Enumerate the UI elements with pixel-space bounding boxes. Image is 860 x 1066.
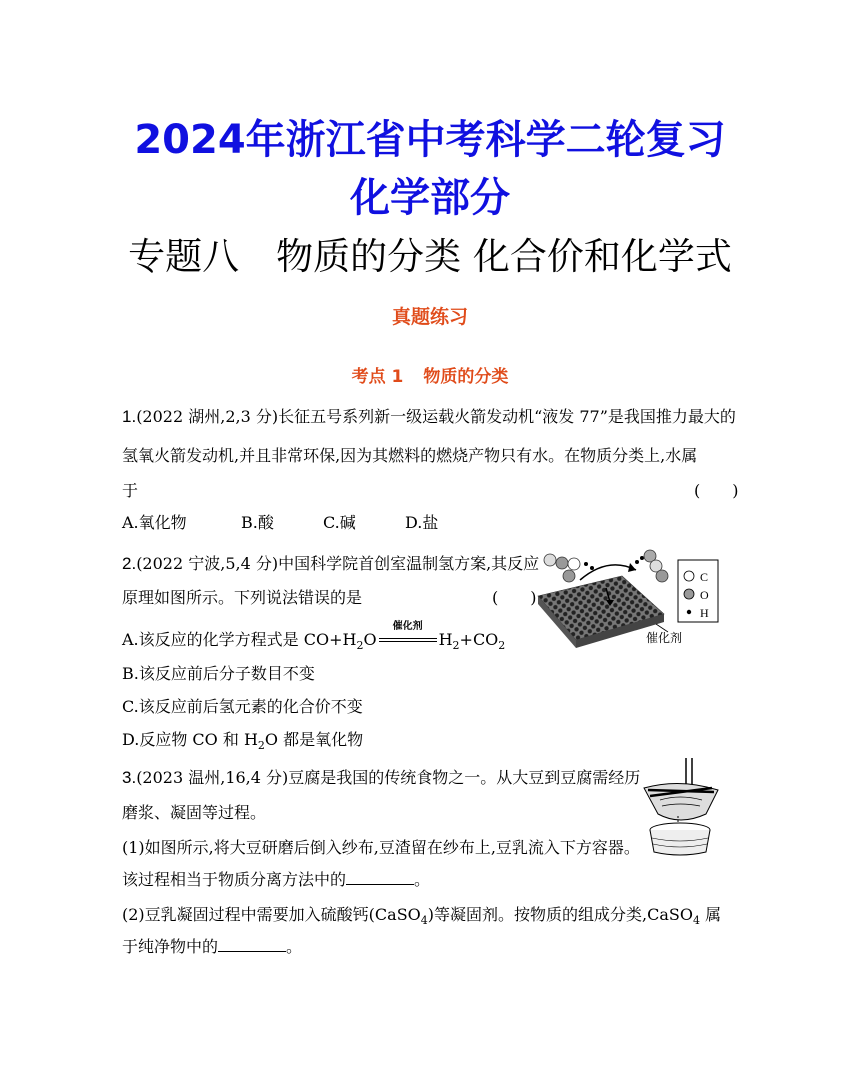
q2-option-a: A.该反应的化学方程式是 $CO+H_2O$ 催化剂 $H_2+CO_2$ [122,621,506,653]
q3-part1-line2: 该过程相当于物质分离方法中的 。 [122,870,431,889]
reaction-diagram [536,546,742,650]
doc-title: 2024年浙江省中考科学二轮复习 [134,117,726,163]
q1-number: 1. [122,407,137,426]
q3-line2: 磨浆、凝固等过程。 [122,803,267,822]
answer-blank-2[interactable] [218,937,286,952]
q1-answer-paren: ( ) [694,481,739,500]
q2-option-c: C.该反应前后氢元素的化合价不变 [122,697,363,716]
q3-part2-line1: (2)豆乳凝固过程中需要加入硫酸钙(CaSO$_4$)等凝固剂。按物质的组成分类,CaSO$_4$ 属 [122,905,722,928]
q2-line1: 2.(2022 宁波,5,4 分)中国科学院首创室温制氢方案,其反应 [122,554,540,573]
catalyst-label: 催化剂 [646,631,683,645]
hydrogen-legend-icon [687,610,691,614]
q1-option-d: D.盐 [405,513,439,532]
oxygen-legend-icon [684,589,694,599]
molecule-in [544,554,594,582]
strainer-diagram [640,756,722,856]
q1-line2: 氢氧火箭发动机,并且非常环保,因为其燃料的燃烧产物只有水。在物质分类上,水属 [122,446,698,465]
section-heading: 真题练习 [391,306,468,328]
q2-option-b: B.该反应前后分子数目不变 [122,664,315,683]
q2-answer-paren: ( ) [492,588,537,607]
q1-line1: 1.(2022 湖州,2,3 分)长征五号系列新一级运载火箭发动机“液发 77”是我国推力最大的 [122,407,736,426]
q2-option-d: D.反应物 CO 和 $H_2O$ 都是氧化物 [122,730,364,753]
molecule-out [635,550,668,582]
doc-subtitle: 化学部分 [350,175,510,221]
catalyst-arrow: 催化剂 [377,629,439,645]
kaodian-name: 物质的分类 [423,367,509,387]
legend-box [678,560,718,622]
q3-part2-line2: 于纯净物中的 。 [122,937,303,956]
q3-line1: 3.(2023 温州,16,4 分)豆腐是我国的传统食物之一。从大豆到豆腐需经历 [122,768,641,787]
topic-title: 专题八 物质的分类 化合价和化学式 [128,235,732,278]
q2-number: 2. [122,554,137,573]
kaodian-label: 考点 1 [351,367,404,387]
q1-options [122,510,438,533]
carbon-legend-icon [684,571,694,581]
legend-o: O [700,588,709,602]
legend-h: H [700,606,709,620]
q3-number: 3. [122,768,137,787]
q1-option-c: C.碱 [323,513,356,532]
q2-line2: 原理如图所示。下列说法错误的是 [122,588,363,607]
q3-part1-line1: (1)如图所示,将大豆研磨后倒入纱布,豆渣留在纱布上,豆乳流入下方容器。 [122,838,640,857]
answer-blank-1[interactable] [346,870,414,885]
kaodian-heading [0,362,860,387]
q1-line3: 于 [122,481,139,500]
legend-c: C [700,570,709,584]
q1-option-b: B.酸 [241,513,274,532]
q1-option-a: A.氧化物 [122,513,187,532]
